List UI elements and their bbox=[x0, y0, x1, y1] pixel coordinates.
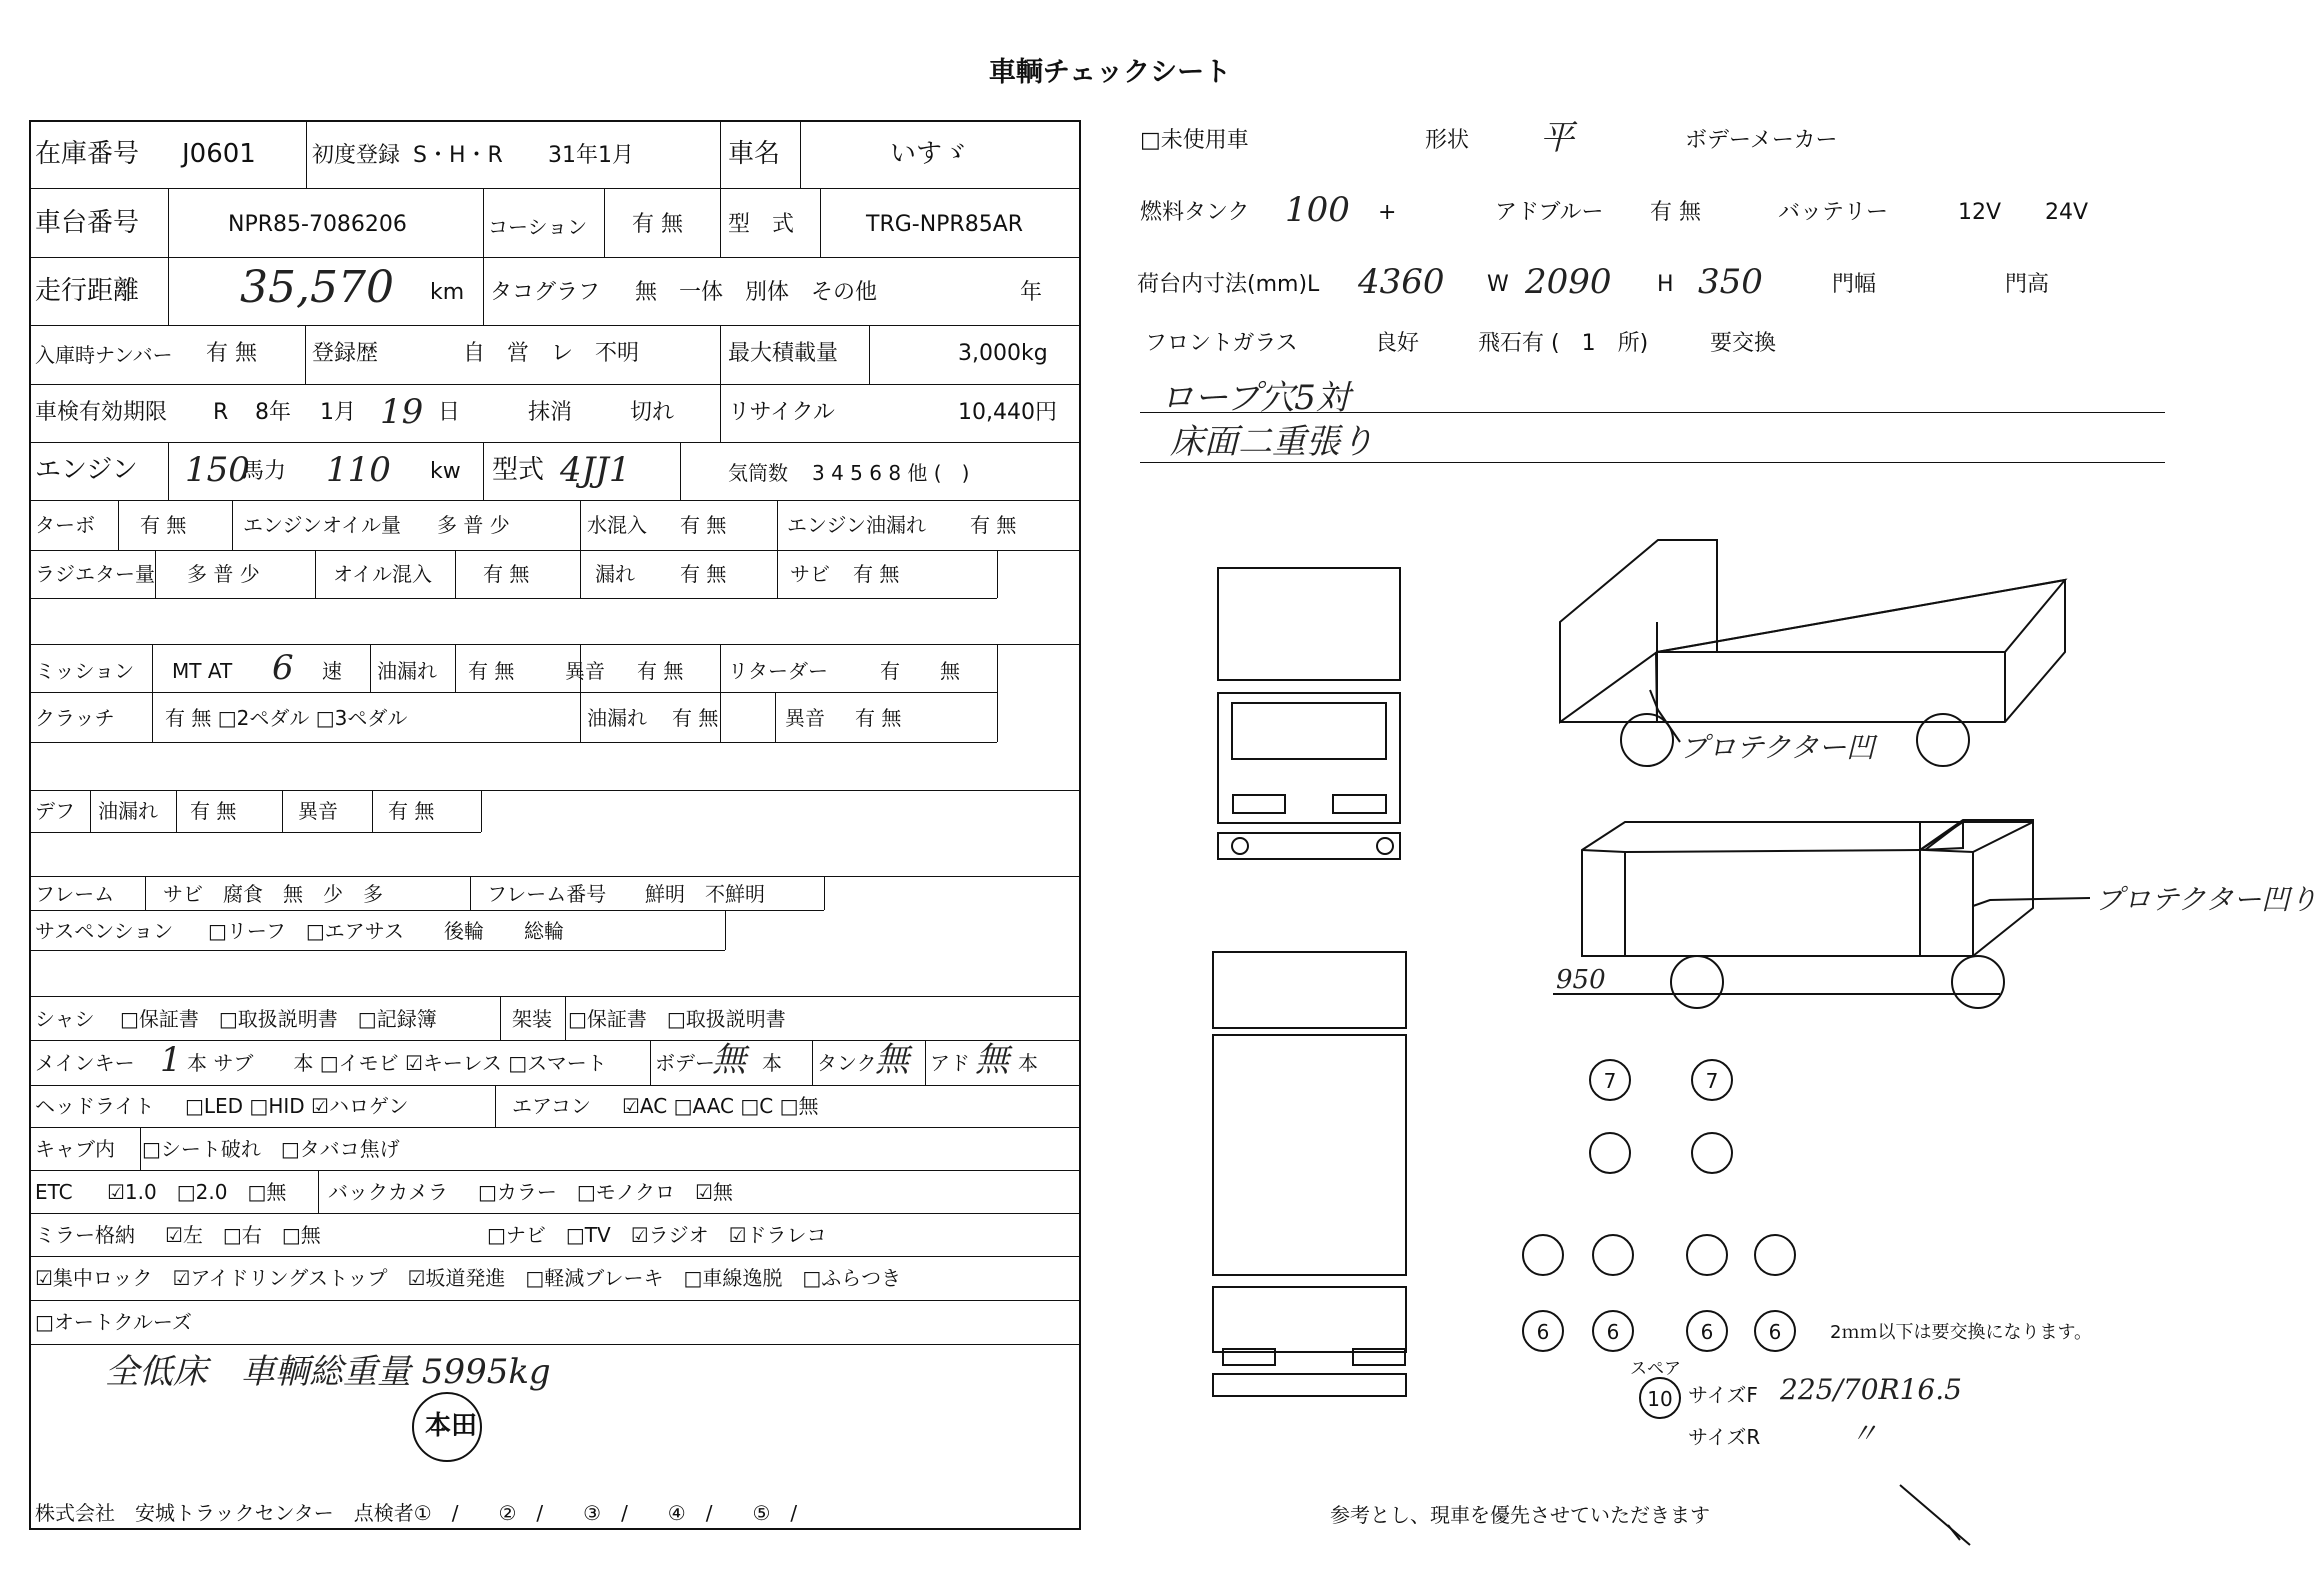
more-value: 有 無 bbox=[680, 562, 727, 586]
mission-speed-unit: 速 bbox=[322, 659, 342, 683]
note-value: 全低床 車輌総重量 5995kg bbox=[105, 1352, 551, 1392]
diff-ion-value: 有 無 bbox=[388, 799, 435, 823]
mission-yumore-label: 油漏れ bbox=[377, 659, 437, 683]
clutch-label: クラッチ bbox=[35, 706, 115, 730]
size-f-label: サイズF bbox=[1688, 1383, 1758, 1407]
shaken-r: R bbox=[213, 400, 229, 425]
shamei-label: 車名 bbox=[728, 139, 781, 169]
recycle-label: リサイクル bbox=[728, 400, 835, 425]
adblue-value: 有 無 bbox=[1650, 200, 1701, 225]
suspension-label: サスペンション bbox=[35, 919, 174, 943]
kaso-label: 架装 bbox=[512, 1007, 552, 1031]
shamei-value: いすゞ bbox=[890, 139, 969, 169]
option1-value: ☑集中ロック ☑アイドリングストップ ☑坂道発進 □軽減ブレーキ □車線逸脱 □ふらつき bbox=[35, 1266, 902, 1290]
battery-value: 12V 24V bbox=[1958, 200, 2089, 225]
tire-depth: 6 bbox=[1606, 1320, 1620, 1344]
coshon-value: 有 無 bbox=[632, 212, 683, 237]
mainkey-count: 1 bbox=[160, 1040, 182, 1080]
retarder-label: リターダー bbox=[728, 659, 828, 683]
kitou-options: 3 4 5 6 8 他 ( ) bbox=[812, 461, 970, 485]
clutch-ion-label: 異音 bbox=[785, 706, 825, 730]
nidai-w-label: W bbox=[1487, 272, 1509, 297]
tank-value: 無 bbox=[875, 1040, 909, 1080]
kyori-unit: km bbox=[430, 280, 465, 305]
nidai-h-value: 350 bbox=[1698, 262, 1763, 302]
more-label: 漏れ bbox=[595, 562, 635, 586]
adblue-label: アドブルー bbox=[1495, 200, 1604, 225]
body-unit: 本 bbox=[762, 1051, 782, 1075]
kyori-label: 走行距離 bbox=[35, 276, 140, 306]
diff-ion-label: 異音 bbox=[298, 799, 338, 823]
mondaka-label: 門高 bbox=[2005, 272, 2050, 297]
tire-depth: 6 bbox=[1536, 1320, 1550, 1344]
keijo-value: 平 bbox=[1540, 118, 1574, 158]
diff-yumore-label: 油漏れ bbox=[98, 799, 158, 823]
bariki-value: 150 bbox=[185, 450, 250, 490]
radiator-label: ラジエター量 bbox=[35, 562, 155, 586]
shaken-day-unit: 日 bbox=[438, 400, 461, 425]
taco-label: タコグラフ bbox=[490, 280, 601, 305]
zaiko-label: 在庫番号 bbox=[35, 139, 140, 169]
aircon-value: ☑AC □AAC □C □無 bbox=[622, 1094, 819, 1118]
chassis-label: 車台番号 bbox=[35, 208, 140, 238]
mirror-value: ☑左 □右 □無 bbox=[165, 1223, 321, 1247]
mission-yumore-value: 有 無 bbox=[468, 659, 515, 683]
glass-hiseki: 飛石有 ( 1 所) bbox=[1478, 331, 1649, 356]
clutch-yumore-label: 油漏れ bbox=[587, 706, 647, 730]
turbo-label: ターボ bbox=[35, 513, 95, 537]
tire-note: 2ｍｍ以下は要交換になります。 bbox=[1830, 1322, 2093, 1343]
protector-note-1: プロテクター凹 bbox=[1680, 731, 1875, 764]
toroku-label: 登録歴 bbox=[312, 341, 379, 366]
page-title: 車輌チェックシート bbox=[988, 57, 1232, 88]
memo-line-2: 床面二重張り bbox=[1170, 422, 1374, 462]
chassis-docs-value: □保証書 □取扱説明書 □記録簿 bbox=[120, 1007, 437, 1031]
fuel-label: 燃料タンク bbox=[1140, 200, 1250, 225]
chassis-docs-label: シャシ bbox=[35, 1007, 95, 1031]
chassis-value: NPR85-7086206 bbox=[228, 212, 407, 237]
saidai-value: 3,000kg bbox=[958, 341, 1048, 366]
coshon-label: コーション bbox=[488, 215, 588, 239]
mission-speed: 6 bbox=[272, 648, 294, 688]
oil-ryo-label: エンジンオイル量 bbox=[243, 513, 401, 537]
engine-more-label: エンジン油漏れ bbox=[787, 513, 926, 537]
diff-label: デフ bbox=[35, 799, 75, 823]
tank-label: タンク bbox=[817, 1051, 877, 1075]
backcam-value: □カラー □モノクロ ☑無 bbox=[478, 1180, 733, 1204]
tire-depth: 6 bbox=[1768, 1320, 1782, 1344]
size-r-label: サイズR bbox=[1688, 1425, 1761, 1449]
engine-kata-label: 型式 bbox=[492, 455, 545, 485]
monpuku-label: 門幅 bbox=[1832, 272, 1877, 297]
shodo-year: 31年1月 bbox=[548, 143, 634, 168]
nidai-h-label: H bbox=[1657, 272, 1674, 297]
kw-value: 110 bbox=[326, 450, 391, 490]
recycle-value: 10,440円 bbox=[958, 400, 1057, 425]
suikon-label: 水混入 bbox=[587, 513, 647, 537]
oil-konnyu-value: 有 無 bbox=[483, 562, 530, 586]
navi-value: □ナビ □TV ☑ラジオ ☑ドラレコ bbox=[487, 1223, 827, 1247]
clutch-ion-value: 有 無 bbox=[855, 706, 902, 730]
sabi-value: 有 無 bbox=[853, 562, 900, 586]
katashiki-label: 型 式 bbox=[728, 212, 795, 237]
disclaimer: 参考とし、現車を優先させていただきます bbox=[1330, 1503, 1710, 1527]
footer-text: 株式会社 安城トラックセンター 点検者① / ② / ③ / ④ / ⑤ / bbox=[35, 1501, 798, 1525]
turbo-value: 有 無 bbox=[140, 513, 187, 537]
taco-options: 無 一体 別体 その他 bbox=[635, 280, 878, 305]
aircon-label: エアコン bbox=[512, 1094, 591, 1118]
body-label: ボデー bbox=[655, 1051, 715, 1075]
shaken-month: 1月 bbox=[320, 400, 356, 425]
mishiyou-label: □未使用車 bbox=[1140, 128, 1249, 153]
frame-no-label: フレーム番号 bbox=[487, 882, 607, 906]
kyori-value: 35,570 bbox=[240, 262, 394, 313]
frame-value: サビ 腐食 無 少 多 bbox=[163, 882, 383, 906]
toroku-options: 自 営 レ 不明 bbox=[463, 341, 640, 366]
shodo-label: 初度登録 bbox=[312, 143, 401, 168]
spare-label: スペア bbox=[1630, 1359, 1681, 1379]
bariki-unit: 馬力 bbox=[242, 459, 287, 484]
tire-depth: 6 bbox=[1700, 1320, 1714, 1344]
body-maker-label: ボデーメーカー bbox=[1685, 128, 1838, 153]
taco-year: 年 bbox=[1020, 280, 1043, 305]
dimension-950: 950 bbox=[1556, 965, 1606, 995]
kitou-label: 気筒数 bbox=[728, 461, 788, 485]
inspector-stamp: 本田 bbox=[425, 1411, 478, 1441]
glass-kokan: 要交換 bbox=[1710, 331, 1777, 356]
engine-more-value: 有 無 bbox=[970, 513, 1017, 537]
suikon-value: 有 無 bbox=[680, 513, 727, 537]
katashiki-value: TRG-NPR85AR bbox=[866, 212, 1024, 237]
mainkey-label: メインキー bbox=[35, 1051, 135, 1075]
glass-good: 良好 bbox=[1375, 331, 1420, 356]
nyuko-value: 有 無 bbox=[206, 341, 257, 366]
engine-label: エンジン bbox=[35, 455, 138, 485]
kire: 切れ bbox=[630, 400, 675, 425]
option2-value: □オートクルーズ bbox=[35, 1310, 192, 1334]
mission-value: MT AT bbox=[172, 659, 233, 683]
size-f-value: 225/70R16.5 bbox=[1780, 1373, 1962, 1406]
fuel-value: 100 bbox=[1285, 190, 1350, 230]
clutch-yumore-value: 有 無 bbox=[672, 706, 719, 730]
shaken-day: 19 bbox=[380, 392, 424, 432]
ado-label: アド bbox=[930, 1051, 970, 1075]
headlight-label: ヘッドライト bbox=[35, 1094, 155, 1118]
oil-ryo-value: 多 普 少 bbox=[437, 513, 510, 537]
sabi-label: サビ bbox=[790, 562, 830, 586]
memo-line-1: ロープ穴5対 bbox=[1160, 378, 1350, 418]
diff-yumore-value: 有 無 bbox=[190, 799, 237, 823]
cab-label: キャブ内 bbox=[35, 1137, 115, 1161]
fuel-plus: + bbox=[1378, 200, 1397, 225]
etc-label: ETC bbox=[35, 1180, 73, 1204]
backcam-label: バックカメラ bbox=[328, 1180, 448, 1204]
tire-depth: 7 bbox=[1603, 1069, 1617, 1093]
mission-ion-value: 有 無 bbox=[637, 659, 684, 683]
cab-value: □シート破れ □タバコ焦げ bbox=[142, 1137, 400, 1161]
glass-label: フロントガラス bbox=[1145, 331, 1298, 356]
mirror-label: ミラー格納 bbox=[35, 1223, 135, 1247]
keijo-label: 形状 bbox=[1425, 128, 1470, 153]
ado-unit: 本 bbox=[1018, 1051, 1038, 1075]
clutch-value: 有 無 □2ペダル □3ペダル bbox=[165, 706, 408, 730]
tire-depth: 7 bbox=[1705, 1069, 1719, 1093]
etc-value: ☑1.0 □2.0 □無 bbox=[107, 1180, 287, 1204]
protector-note-2: プロテクター凹り bbox=[2095, 883, 2317, 916]
saidai-label: 最大積載量 bbox=[728, 341, 839, 366]
headlight-value: □LED □HID ☑ハロゲン bbox=[185, 1094, 409, 1118]
oil-konnyu-label: オイル混入 bbox=[333, 562, 432, 586]
engine-kata-value: 4JJ1 bbox=[560, 450, 631, 490]
mainkey-value: 本 サブ 本 □イモビ ☑キーレス □スマート bbox=[187, 1051, 607, 1075]
body-value: 無 bbox=[712, 1040, 746, 1080]
nidai-w-value: 2090 bbox=[1525, 262, 1612, 302]
nidai-label: 荷台内寸法(mm)L bbox=[1137, 272, 1320, 297]
mission-label: ミッション bbox=[35, 659, 135, 683]
ado-value: 無 bbox=[975, 1040, 1009, 1080]
nyuko-label: 入庫時ナンバー bbox=[35, 343, 173, 367]
frame-label: フレーム bbox=[35, 882, 115, 906]
size-r-value: 〃 bbox=[1850, 1417, 1879, 1450]
kw-unit: kw bbox=[430, 459, 461, 484]
shaken-label: 車検有効期限 bbox=[35, 400, 168, 425]
battery-label: バッテリー bbox=[1778, 200, 1889, 225]
spare-depth: 10 bbox=[1647, 1387, 1673, 1411]
suspension-value: □リーフ □エアサス 後輪 総輪 bbox=[208, 919, 564, 943]
frame-no-value: 鮮明 不鮮明 bbox=[645, 882, 765, 906]
radiator-value: 多 普 少 bbox=[187, 562, 260, 586]
zaiko-value: J0601 bbox=[182, 139, 256, 169]
kaso-value: □保証書 □取扱説明書 bbox=[568, 1007, 786, 1031]
era-options: S・H・R bbox=[413, 143, 503, 168]
nidai-l-value: 4360 bbox=[1358, 262, 1445, 302]
shaken-year: 8年 bbox=[255, 400, 291, 425]
retarder-value: 有 無 bbox=[880, 659, 960, 683]
massho: 抹消 bbox=[528, 400, 573, 425]
mission-ion-label: 異音 bbox=[565, 659, 605, 683]
